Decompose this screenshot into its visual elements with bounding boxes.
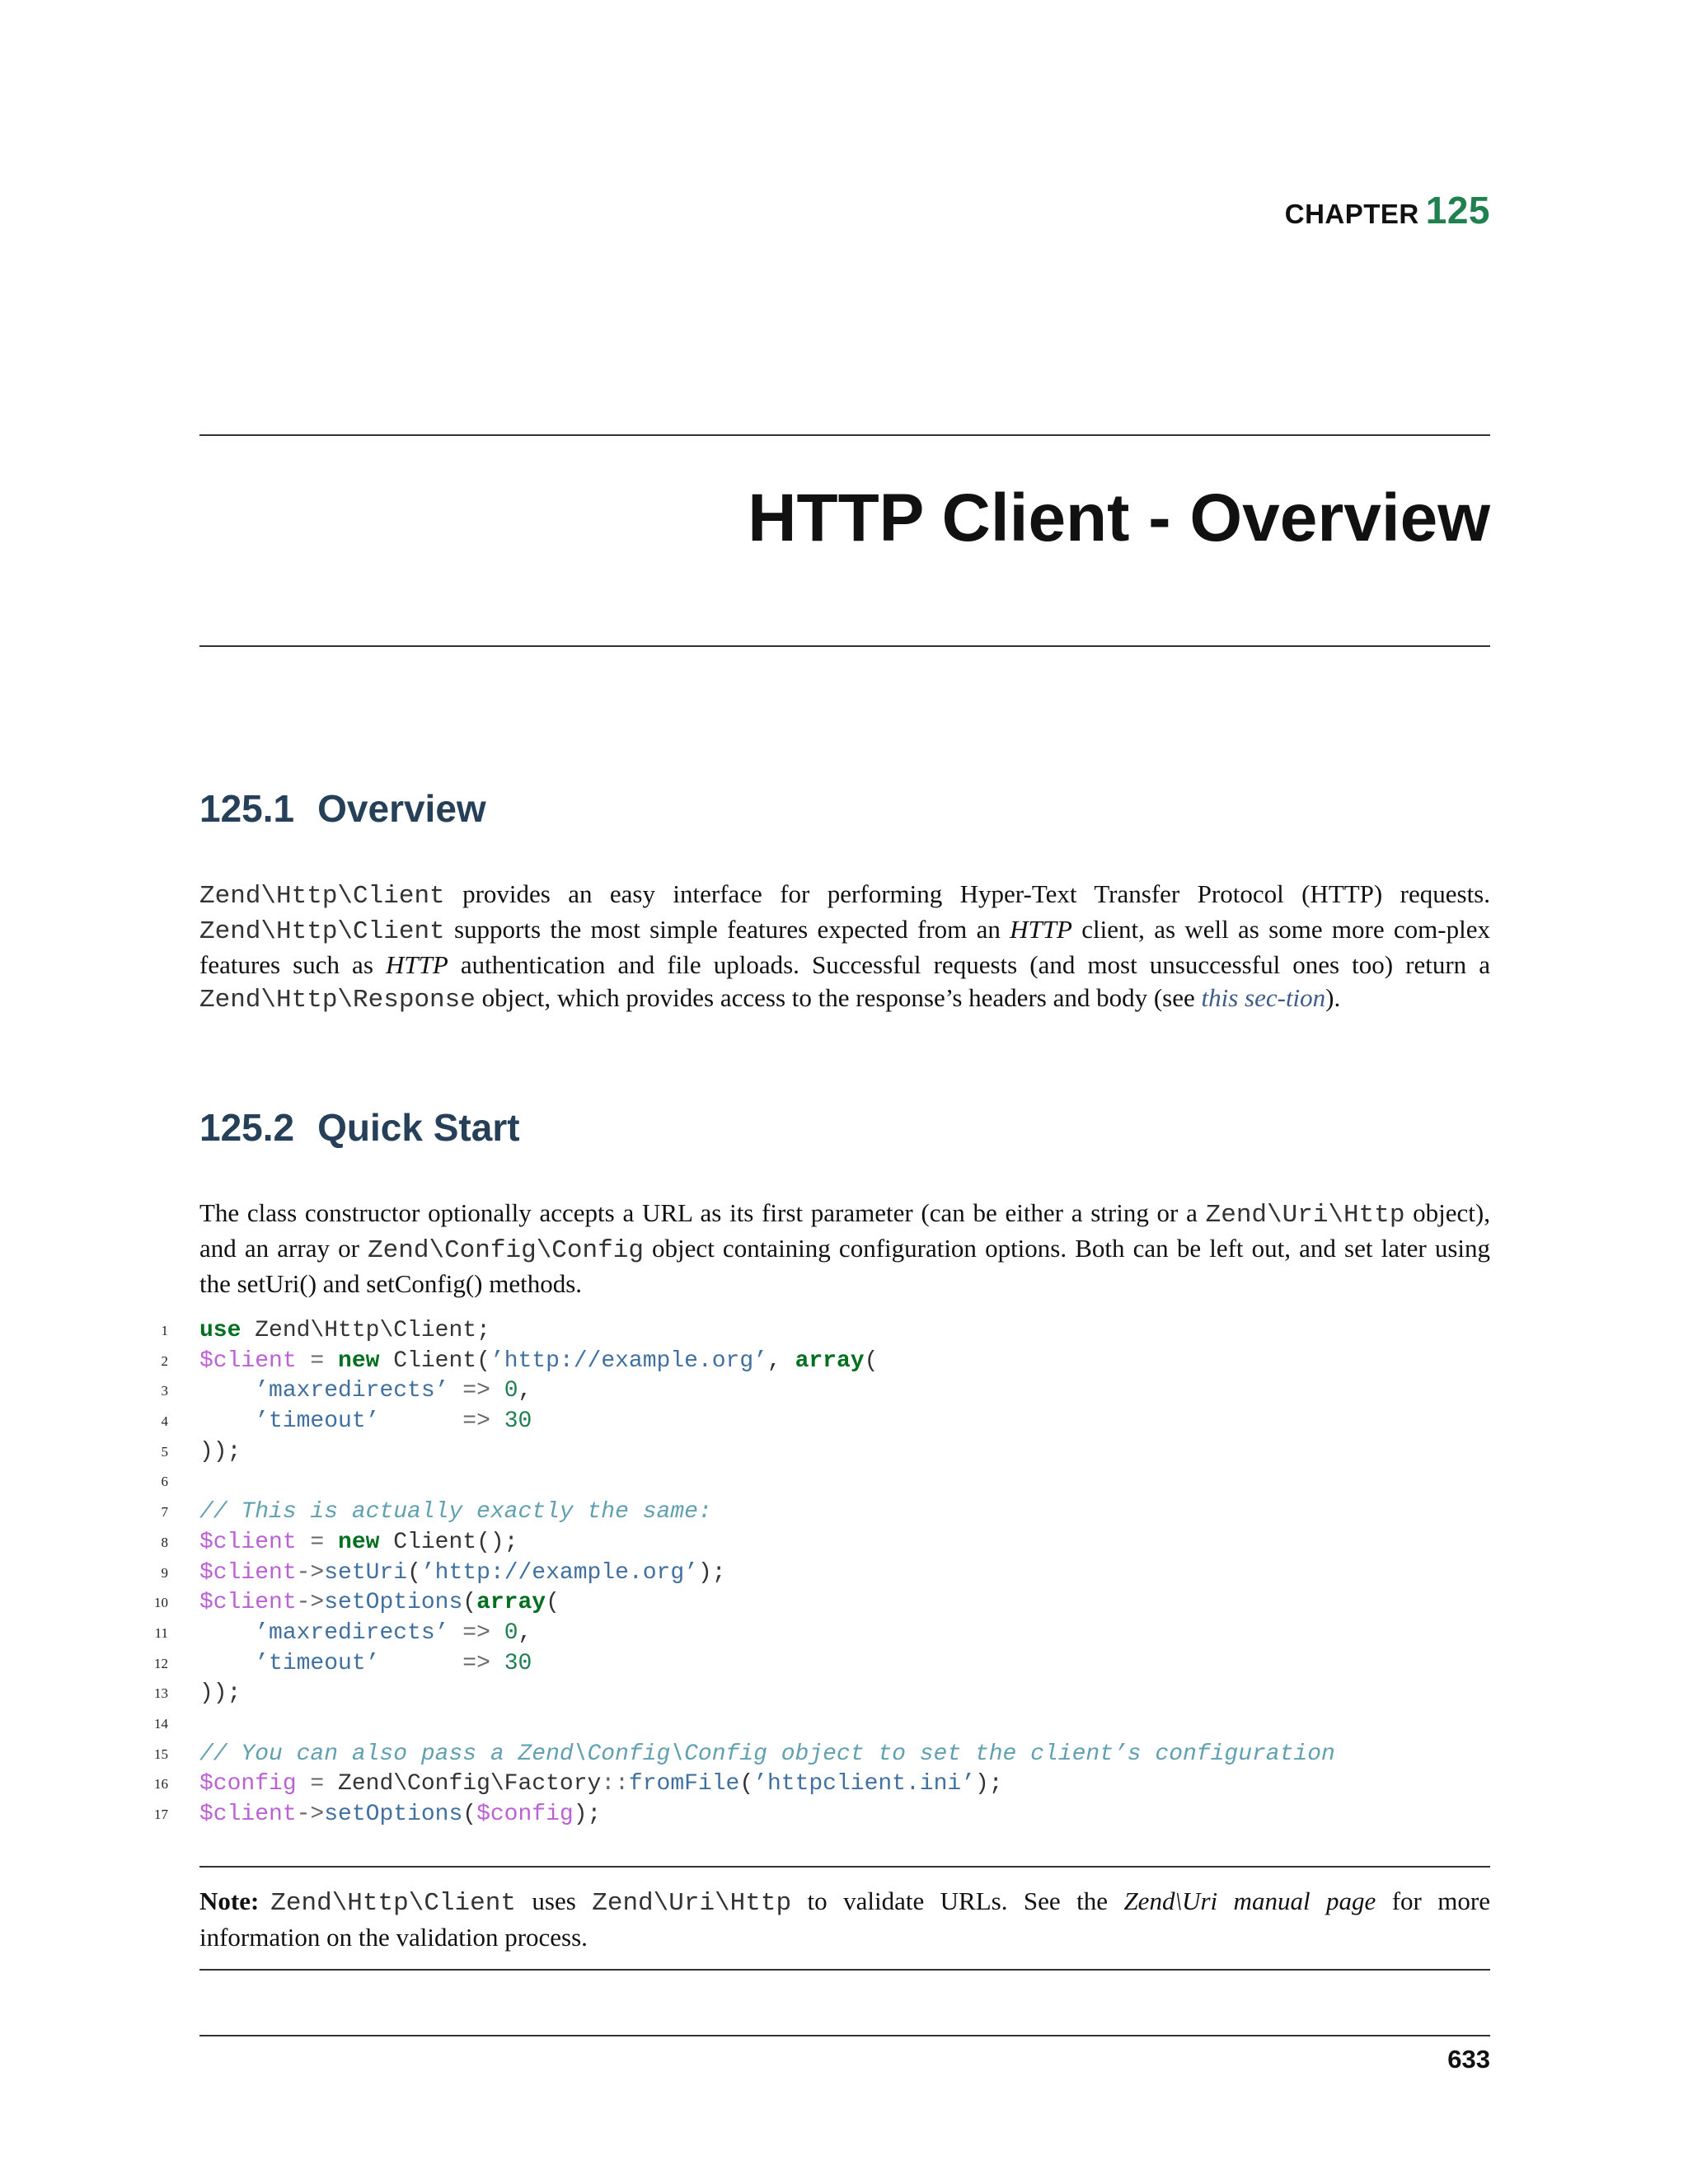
code-line — [140, 1497, 1492, 1528]
manual-page-link[interactable]: Zend\Uri manual page — [1123, 1886, 1376, 1915]
code-token: $client — [199, 1347, 297, 1374]
line-number: 5 — [161, 1443, 168, 1460]
code-token: -> — [296, 1559, 325, 1586]
text-run: The class constructor optionally accepts a URL as its first parameter (can be either a string or a — [199, 1198, 1206, 1227]
text-run: object containing configuration options. Both can be left out, and set later using the setUri() and setConfig() methods. — [199, 1234, 1491, 1298]
code-token: $config — [199, 1771, 297, 1797]
section-link[interactable]: this sec-tion — [1201, 983, 1326, 1012]
code-line — [140, 1588, 1492, 1619]
line-number: 15 — [154, 1746, 168, 1762]
code-token: ); — [573, 1802, 602, 1827]
code-token: )); — [199, 1438, 241, 1465]
line-number: 12 — [154, 1655, 168, 1671]
code-token: -> — [296, 1590, 325, 1616]
code-token: => — [448, 1619, 504, 1646]
code-text — [199, 1649, 532, 1680]
line-number: 11 — [154, 1624, 168, 1641]
section-heading-overview — [199, 787, 486, 830]
code-line — [140, 1347, 1492, 1377]
code-text — [199, 1437, 241, 1468]
emphasis: HTTP — [385, 950, 448, 979]
code-token: => — [379, 1408, 504, 1435]
title-rule-bottom — [199, 645, 1490, 647]
code-token: ( — [739, 1771, 754, 1797]
code-token: ( — [546, 1590, 560, 1616]
line-number: 4 — [161, 1413, 168, 1430]
code-token: ’http://example.org’ — [490, 1347, 767, 1374]
text-run: for more information on the validation process. — [199, 1886, 1490, 1952]
code-token: // This is actually exactly the same: — [199, 1499, 712, 1526]
code-token: , — [767, 1347, 795, 1374]
code-token — [199, 1378, 255, 1404]
code-token: $client — [199, 1590, 297, 1616]
code-token: Zend\Http\Client; — [241, 1318, 490, 1343]
code-token: ( — [407, 1559, 421, 1586]
code-token — [199, 1620, 255, 1646]
code-token: = — [296, 1771, 339, 1797]
code-token: Zend\Config\Factory — [338, 1771, 602, 1797]
code-token: ( — [864, 1347, 879, 1374]
inline-code: Zend\Http\Client — [199, 882, 445, 911]
code-text — [199, 1679, 241, 1709]
chapter-word: CHAPTER — [1284, 199, 1419, 229]
text-run: object, which provides access to the response’s headers and body (see — [475, 983, 1202, 1012]
code-token: 0 — [504, 1619, 518, 1646]
code-token: setOptions — [324, 1802, 463, 1827]
line-number: 1 — [161, 1323, 168, 1338]
text-run: object), and an array or — [199, 1198, 1490, 1263]
text-run: supports the most simple features expected from an — [444, 915, 1010, 944]
line-number: 16 — [154, 1776, 168, 1793]
code-token: => — [379, 1650, 504, 1676]
code-token: , — [518, 1619, 532, 1646]
code-line — [140, 1407, 1492, 1437]
code-token: Client(); — [379, 1529, 518, 1555]
code-token: ’timeout’ — [255, 1650, 380, 1676]
code-line — [140, 1800, 1492, 1830]
code-token: = — [296, 1347, 339, 1374]
text-run: client, as well as some more com-plex features such as — [199, 915, 1490, 979]
code-line — [140, 1558, 1492, 1589]
quick-start-paragraph — [199, 1197, 1490, 1301]
title-rule-top — [199, 434, 1490, 436]
inline-code: Zend\Uri\Http — [592, 1889, 792, 1918]
code-token: array — [476, 1590, 546, 1616]
code-token: 30 — [504, 1408, 532, 1435]
code-text — [199, 1528, 518, 1558]
code-text — [199, 1316, 490, 1347]
text-run: to validate URLs. See the — [791, 1886, 1124, 1915]
code-token: -> — [296, 1802, 325, 1827]
code-token — [199, 1651, 255, 1676]
code-token: $client — [199, 1559, 297, 1586]
code-token: , — [518, 1378, 532, 1404]
code-text — [199, 1769, 1003, 1800]
code-token: fromFile — [628, 1771, 740, 1797]
code-token: $client — [199, 1802, 297, 1827]
code-text — [199, 1558, 726, 1589]
text-run: ). — [1325, 983, 1341, 1012]
line-number: 3 — [161, 1383, 168, 1399]
inline-code: Zend\Uri\Http — [1205, 1201, 1405, 1230]
code-line — [140, 1619, 1492, 1649]
code-token: use — [199, 1318, 241, 1343]
code-token: ’httpclient.ini’ — [753, 1771, 975, 1797]
text-run: provides an easy interface for performing Hyper-Text Transfer Protocol (HTTP) requests. — [444, 879, 1490, 908]
code-token: ’http://example.org’ — [420, 1559, 698, 1586]
code-token: :: — [601, 1771, 629, 1797]
code-token: $config — [476, 1802, 574, 1827]
code-line — [140, 1437, 1492, 1468]
code-token: ( — [462, 1802, 477, 1827]
line-number: 2 — [161, 1352, 168, 1369]
line-number: 13 — [154, 1685, 168, 1702]
code-text — [199, 1740, 1335, 1770]
line-number: 14 — [154, 1715, 168, 1732]
chapter-title: HTTP Client - Overview — [748, 480, 1490, 555]
code-token: ’maxredirects’ — [255, 1619, 449, 1646]
section-number: 125.2 — [199, 1106, 295, 1149]
code-token: ); — [975, 1771, 1003, 1797]
note-rule-top — [199, 1866, 1490, 1868]
line-number: 8 — [161, 1534, 168, 1550]
emphasis: HTTP — [1010, 915, 1072, 944]
section-title: Overview — [317, 787, 486, 830]
code-text — [199, 1407, 532, 1437]
section-heading-quick-start — [199, 1106, 520, 1149]
code-token: new — [338, 1529, 380, 1555]
text-run: authentication and file uploads. Successful requests (and most unsuccessful ones too) return a — [448, 950, 1490, 979]
inline-code: Zend\Http\Client — [270, 1889, 516, 1918]
inline-code: Zend\Http\Client — [199, 917, 445, 946]
code-text — [199, 1497, 712, 1528]
line-number: 9 — [161, 1564, 168, 1581]
code-token: setOptions — [324, 1590, 463, 1616]
code-line — [140, 1740, 1492, 1770]
overview-paragraph — [199, 878, 1490, 1017]
section-number: 125.1 — [199, 787, 295, 830]
code-line — [140, 1467, 1492, 1497]
inline-code: Zend\Config\Config — [368, 1236, 644, 1265]
code-token: 0 — [504, 1378, 518, 1404]
note-label: Note: — [199, 1886, 260, 1915]
code-text — [199, 1800, 601, 1830]
code-token: = — [296, 1529, 339, 1555]
code-token: new — [338, 1347, 380, 1374]
line-number: 7 — [161, 1504, 168, 1521]
code-token — [199, 1408, 255, 1434]
line-number: 6 — [161, 1474, 168, 1490]
code-token: $client — [199, 1529, 297, 1555]
code-line — [140, 1376, 1492, 1407]
chapter-number: 125 — [1425, 189, 1490, 232]
line-number: 17 — [154, 1807, 168, 1822]
code-line — [140, 1679, 1492, 1709]
code-token: => — [448, 1378, 504, 1404]
code-token: ’timeout’ — [255, 1408, 380, 1435]
code-listing — [140, 1316, 1492, 1830]
code-line — [140, 1769, 1492, 1800]
note-rule-bottom — [199, 1969, 1490, 1971]
code-text — [199, 1376, 532, 1407]
line-number: 10 — [154, 1595, 168, 1611]
code-token: )); — [199, 1680, 241, 1707]
code-line — [140, 1316, 1492, 1347]
code-text — [199, 1588, 560, 1619]
section-title: Quick Start — [317, 1106, 520, 1149]
code-line — [140, 1528, 1492, 1558]
code-token: // You can also pass a Zend\Config\Config object to set the client’s configuration — [199, 1741, 1335, 1767]
code-text — [199, 1619, 532, 1649]
code-token: array — [795, 1347, 865, 1374]
code-token: 30 — [504, 1650, 532, 1676]
footer-rule — [199, 2035, 1490, 2036]
note-box — [199, 1884, 1490, 1954]
code-token: ’maxredirects’ — [255, 1378, 449, 1404]
inline-code: Zend\Http\Response — [199, 986, 476, 1015]
code-token: ); — [697, 1559, 726, 1586]
page-number: 633 — [1447, 2045, 1490, 2074]
code-line — [140, 1709, 1492, 1740]
chapter-label — [1285, 188, 1490, 232]
code-token: setUri — [324, 1559, 408, 1586]
text-run: uses — [515, 1886, 593, 1915]
code-token: Client( — [379, 1347, 490, 1374]
code-line — [140, 1649, 1492, 1680]
code-token: ( — [462, 1590, 477, 1616]
code-text — [199, 1347, 878, 1377]
